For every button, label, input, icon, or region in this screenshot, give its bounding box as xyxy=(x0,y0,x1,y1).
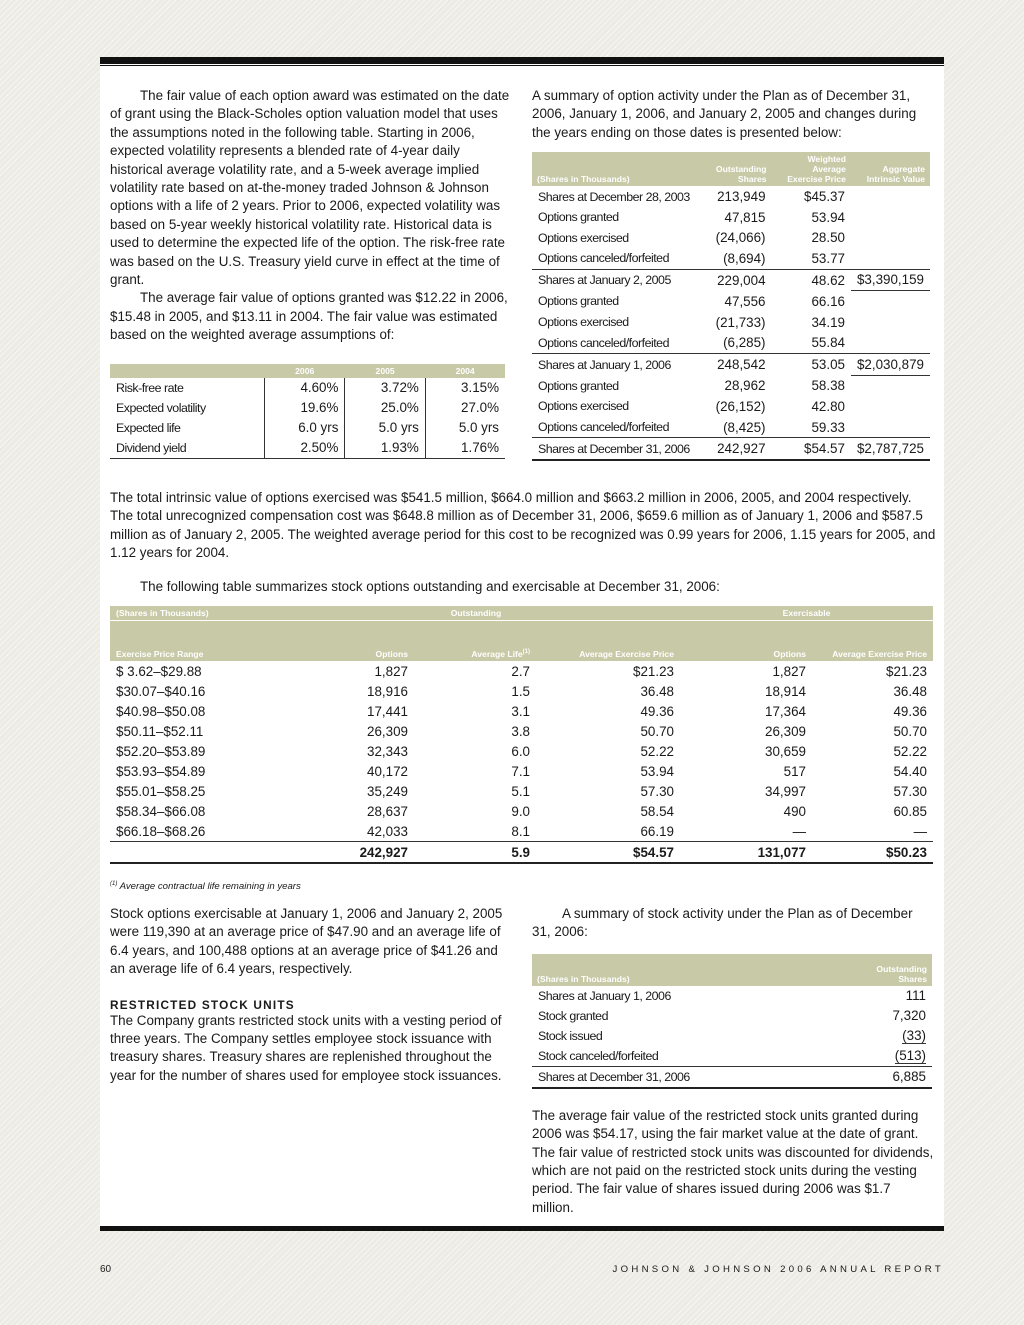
cell-options: 17,441 xyxy=(367,703,408,719)
cell-average-price: 53.94 xyxy=(640,763,674,779)
table-row xyxy=(110,438,505,459)
table-row xyxy=(532,1066,932,1088)
cell: 53.05 xyxy=(811,357,845,373)
cell: 47,556 xyxy=(724,293,766,309)
row-label: Shares at December 28, 2003 xyxy=(538,189,690,204)
row-label: Options canceled/forfeited xyxy=(532,332,700,353)
table-row xyxy=(110,681,933,701)
stock-activity-intro: A summary of stock activity under the Plan as of December 31, 2006: xyxy=(532,906,913,940)
cell: 59.33 xyxy=(772,417,851,438)
table-row xyxy=(532,186,930,207)
cell xyxy=(851,332,930,353)
cell-price-range: $53.93–$54.89 xyxy=(116,763,206,779)
cell-value: (33) xyxy=(902,1027,926,1043)
cell-average-price: 58.54 xyxy=(640,803,674,819)
table-row xyxy=(110,398,505,418)
cell-price-range: $58.34–$66.08 xyxy=(116,803,206,819)
options-summary-intro: The following table summarizes stock options outstanding and exercisable at December 31, 2006: xyxy=(140,579,720,594)
row-label: Shares at December 31, 2006 xyxy=(532,438,700,460)
cell-exercisable-options: — xyxy=(792,823,806,839)
row-label: Options exercised xyxy=(538,230,629,245)
activity-header-price: Weighted Average Exercise Price xyxy=(787,154,846,185)
total-label xyxy=(110,842,272,864)
cell-price-range: $52.20–$53.89 xyxy=(116,743,206,759)
cell-options: 35,249 xyxy=(367,783,408,799)
cell-exercisable-price: 50.70 xyxy=(893,723,927,739)
cell: (6,285) xyxy=(700,332,771,353)
bottom-rule xyxy=(100,1226,944,1231)
assumptions-table xyxy=(110,364,505,459)
cell: $3,390,159 xyxy=(851,269,930,291)
cell-exercisable-options: 18,914 xyxy=(765,683,806,699)
cell-options: 28,637 xyxy=(367,803,408,819)
cell-average-price: 66.19 xyxy=(640,823,674,839)
table-row xyxy=(110,721,933,741)
table-row xyxy=(110,741,933,761)
page xyxy=(100,57,944,1231)
cell: $2,030,879 xyxy=(851,353,930,375)
row-label: Risk-free rate xyxy=(116,380,184,395)
cell: 248,542 xyxy=(717,357,766,373)
cell xyxy=(852,1046,932,1067)
rsu-paragraph: The Company grants restricted stock units with a vesting period of three years. The Company settles employee stock issuance with treasury shares. Treasury shares are replenished throughout the year for the number of shares used for employee stock issuances. xyxy=(110,1012,502,1083)
options-group-header-exercisable: Exercisable xyxy=(680,606,933,621)
header-exercisable-options: Options xyxy=(773,649,806,659)
cell: 5.0 yrs xyxy=(345,418,425,438)
cell-average-life: 3.1 xyxy=(511,703,530,719)
average-fair-value-paragraph: The average fair value of options granted was $12.22 in 2006, $15.48 in 2005, and $13.11 in 2004. The fair value was estimated based on the weighted average assumptions of: xyxy=(110,290,508,343)
intrinsic-value-paragraph: The total intrinsic value of options exercised was $541.5 million, $664.0 million and $663.2 million in 2006, 2005, and 2004 respectively. The total unrecognized compensation cost was $648.8 million as of December 31, 2006, $659.6 million as of January 1, 2006 and $587.5 million as of January 2, 2005. The weighted average period for this cost to be recognized was 0.99 years for 2006, 1.15 years for 2005, and 1.12 years for 2004. xyxy=(110,490,936,561)
total-exercisable-price: $50.23 xyxy=(812,842,933,864)
stock-header-outstanding: Outstanding Shares xyxy=(876,963,927,984)
row-label: Stock canceled/forfeited xyxy=(538,1048,659,1063)
cell: 5.0 yrs xyxy=(425,418,505,438)
cell-exercisable-options: 17,364 xyxy=(765,703,806,719)
cell: 53.77 xyxy=(772,248,851,269)
cell: (8,425) xyxy=(700,417,771,438)
cell-exercisable-price: — xyxy=(913,823,927,839)
options-outstanding-table xyxy=(110,606,933,864)
top-rule-thin xyxy=(100,65,944,66)
row-label: Expected life xyxy=(116,420,181,435)
activity-header-intrinsic: Aggregate Intrinsic Value xyxy=(866,164,925,185)
cell-price-range: $55.01–$58.25 xyxy=(116,783,206,799)
row-label: Options canceled/forfeited xyxy=(532,417,700,438)
table-row xyxy=(532,396,930,417)
cell: 4.60% xyxy=(265,378,345,398)
cell: 34.19 xyxy=(811,314,845,330)
report-title: JOHNSON & JOHNSON 2006 ANNUAL REPORT xyxy=(612,1264,944,1275)
table-row xyxy=(110,418,505,438)
cell: (26,152) xyxy=(715,398,766,414)
stock-activity-table xyxy=(532,954,932,1089)
cell: 42.80 xyxy=(811,398,845,414)
cell: 55.84 xyxy=(772,332,851,353)
table-row xyxy=(532,375,930,396)
cell: 213,949 xyxy=(717,189,766,205)
cell-options: 1,827 xyxy=(374,663,408,679)
cell-average-life: 3.8 xyxy=(511,723,530,739)
cell: 1.76% xyxy=(425,438,505,459)
cell: 48.62 xyxy=(811,272,845,288)
cell-average-price: 57.30 xyxy=(640,783,674,799)
cell-value: (513) xyxy=(894,1047,926,1063)
row-label: Stock granted xyxy=(538,1008,608,1023)
cell: 19.6% xyxy=(265,398,345,418)
table-row xyxy=(532,269,930,291)
total-exercisable-options: 131,077 xyxy=(680,842,812,864)
cell xyxy=(851,227,930,248)
cell xyxy=(851,207,930,228)
cell-exercisable-options: 517 xyxy=(783,763,806,779)
footnote-marker: (1) xyxy=(110,881,118,887)
cell-price-range: $66.18–$68.26 xyxy=(116,823,206,839)
lower-left-column xyxy=(110,905,513,1085)
assumptions-header-2005: 2005 xyxy=(375,365,395,376)
option-valuation-paragraph: The fair value of each option award was estimated on the date of grant using the Black-Scholes option valuation model that uses the assumptions noted in the following table. Starting in 2006, expected volatility represents a blended rate of 4-year daily historical average volatility rate, and a 5-week average implied volatility rate based on at-the-money traded Johnson & Johnson options with a life of 2 years. Prior to 2006, expected volatility was based on 5-year weekly historical volatility rate. Historical data is used to determine the expected life of the option. The risk-free rate was based on the U.S. Treasury yield curve in effect at the time of grant. xyxy=(110,88,510,288)
cell: $54.57 xyxy=(772,438,851,460)
options-group-header-outstanding: Outstanding xyxy=(272,606,680,621)
cell-average-price: 50.70 xyxy=(640,723,674,739)
cell: 6.0 yrs xyxy=(265,418,345,438)
cell-price-range: $40.98–$50.08 xyxy=(116,703,206,719)
table-row xyxy=(532,438,930,460)
row-label: Options granted xyxy=(538,210,619,225)
cell-exercisable-price: 54.40 xyxy=(893,763,927,779)
header-price-range: Exercise Price Range xyxy=(116,649,204,659)
row-label: Shares at January 2, 2005 xyxy=(538,273,671,288)
cell: (21,733) xyxy=(715,314,766,330)
row-label: Options canceled/forfeited xyxy=(532,248,700,269)
table-row xyxy=(532,986,932,1006)
activity-header-row xyxy=(532,152,930,186)
footnote-marker: (1) xyxy=(522,649,530,656)
cell: 229,004 xyxy=(717,272,766,288)
header-average-life-label: Average Life xyxy=(471,649,523,659)
cell-price-range: $50.11–$52.11 xyxy=(116,723,204,739)
cell: 242,927 xyxy=(700,438,771,460)
total-price: $54.57 xyxy=(536,842,680,864)
table-row xyxy=(110,701,933,721)
cell: 111 xyxy=(905,988,926,1004)
options-total-row xyxy=(110,842,933,864)
header-average-price: Average Exercise Price xyxy=(579,649,674,659)
cell-average-life: 8.1 xyxy=(511,823,530,839)
cell: (24,066) xyxy=(715,230,766,246)
table-row xyxy=(532,312,930,333)
table-row xyxy=(532,1026,932,1046)
table-row xyxy=(532,248,930,269)
row-label: Options granted xyxy=(538,378,619,393)
cell-exercisable-price: 49.36 xyxy=(893,703,927,719)
right-column xyxy=(532,87,934,461)
header-options: Options xyxy=(375,649,408,659)
cell: 7,320 xyxy=(892,1008,926,1024)
cell-exercisable-options: 26,309 xyxy=(765,723,806,739)
assumptions-header-label xyxy=(110,364,265,378)
header-exercisable-price: Average Exercise Price xyxy=(832,649,927,659)
cell-exercisable-options: 30,659 xyxy=(765,743,806,759)
table-row xyxy=(110,378,505,398)
cell-exercisable-price: 52.22 xyxy=(893,743,927,759)
cell xyxy=(851,396,930,417)
total-life: 5.9 xyxy=(414,842,536,864)
cell: 58.38 xyxy=(811,378,845,394)
cell xyxy=(851,312,930,333)
cell: 27.0% xyxy=(425,398,505,418)
cell-options: 42,033 xyxy=(367,823,408,839)
cell-options: 18,916 xyxy=(367,683,408,699)
activity-header-outstanding: Outstanding Shares xyxy=(715,164,767,185)
table-row xyxy=(532,332,930,353)
cell-average-price: $21.23 xyxy=(633,663,674,679)
cell-exercisable-options: 34,997 xyxy=(765,783,806,799)
row-label: Options exercised xyxy=(538,399,629,414)
cell-average-life: 9.0 xyxy=(511,803,530,819)
cell-options: 26,309 xyxy=(367,723,408,739)
options-group-header-row xyxy=(110,606,933,621)
table-row xyxy=(110,801,933,821)
cell: (8,694) xyxy=(700,248,771,269)
option-activity-table xyxy=(532,152,930,461)
footnote-text: Average contractual life remaining in years xyxy=(119,881,301,893)
cell: 1.93% xyxy=(345,438,425,459)
options-group-header-shares: (Shares in Thousands) xyxy=(110,606,272,621)
table-row xyxy=(532,1046,932,1067)
cell-average-life: 7.1 xyxy=(511,763,530,779)
cell: 53.94 xyxy=(811,209,845,225)
cell-average-life: 6.0 xyxy=(511,743,530,759)
cell xyxy=(851,186,930,207)
table-row xyxy=(532,291,930,312)
cell-exercisable-price: 57.30 xyxy=(893,783,927,799)
cell xyxy=(851,417,930,438)
cell: $2,787,725 xyxy=(851,438,930,460)
cell-options: 40,172 xyxy=(367,763,408,779)
table-row xyxy=(532,417,930,438)
cell: 3.15% xyxy=(425,378,505,398)
row-label: Stock issued xyxy=(538,1028,603,1043)
assumptions-header-2006: 2006 xyxy=(295,365,315,376)
assumptions-header-2004: 2004 xyxy=(455,365,475,376)
table-row xyxy=(110,821,933,842)
cell-exercisable-price: 36.48 xyxy=(893,683,927,699)
cell: 25.0% xyxy=(345,398,425,418)
cell: 6,885 xyxy=(852,1066,932,1088)
fair-value-paragraph: The average fair value of the restricted stock units granted during 2006 was $54.17, using the fair market value at the date of grant. The fair value of restricted stock units was discounted for dividends, which are not paid on the restricted stock units during the vesting period. The fair value of shares issued during 2006 was $1.7 million. xyxy=(532,1107,934,1215)
assumptions-header-row xyxy=(110,364,505,378)
cell: 2.50% xyxy=(265,438,345,459)
cell: 66.16 xyxy=(811,293,845,309)
lower-right-column xyxy=(532,905,934,1217)
cell-price-range: $30.07–$40.16 xyxy=(116,683,206,699)
cell xyxy=(851,248,930,269)
row-label: Shares at December 31, 2006 xyxy=(532,1066,852,1088)
table-row xyxy=(110,661,933,681)
rsu-heading: RESTRICTED STOCK UNITS xyxy=(110,997,295,1012)
table-row xyxy=(110,761,933,781)
left-column xyxy=(110,87,513,459)
cell: $45.37 xyxy=(804,189,845,205)
table-row xyxy=(532,227,930,248)
cell-exercisable-options: 490 xyxy=(783,803,806,819)
total-options: 242,927 xyxy=(272,842,414,864)
row-label: Shares at January 1, 2006 xyxy=(538,357,671,372)
option-activity-intro: A summary of option activity under the Plan as of December 31, 2006, January 1, 2006, and January 2, 2005 and changes during the years ending on those dates is presented below: xyxy=(532,88,917,140)
cell xyxy=(852,1026,932,1046)
cell-average-life: 2.7 xyxy=(511,663,530,679)
exercisable-paragraph: Stock options exercisable at January 1, 2006 and January 2, 2005 were 119,390 at an average price of $47.90 and an average life of 6.4 years, and 100,488 options at an average price of $41.26 and an average life of 6.4 years, respectively. xyxy=(110,906,503,977)
row-label: Options granted xyxy=(538,294,619,309)
row-label: Expected volatility xyxy=(116,400,206,415)
top-rule xyxy=(100,57,944,64)
cell: 28,962 xyxy=(724,378,766,394)
options-header-row xyxy=(110,621,933,662)
page-number: 60 xyxy=(100,1264,112,1275)
stock-header-row xyxy=(532,954,932,986)
cell xyxy=(851,291,930,312)
cell-options: 32,343 xyxy=(367,743,408,759)
stock-header-shares: (Shares in Thousands) xyxy=(537,973,630,984)
row-label: Shares at January 1, 2006 xyxy=(538,988,671,1003)
cell-exercisable-options: 1,827 xyxy=(772,663,806,679)
activity-header-shares: (Shares in Thousands) xyxy=(537,174,630,185)
header-average-life xyxy=(414,621,536,662)
table-row xyxy=(532,353,930,375)
cell-average-life: 5.1 xyxy=(511,783,530,799)
row-label: Dividend yield xyxy=(110,438,265,459)
cell-average-life: 1.5 xyxy=(511,683,530,699)
cell: 3.72% xyxy=(345,378,425,398)
cell: 47,815 xyxy=(724,209,766,225)
cell-average-price: 36.48 xyxy=(640,683,674,699)
row-label: Options exercised xyxy=(538,315,629,330)
cell-exercisable-price: $21.23 xyxy=(886,663,927,679)
cell: 28.50 xyxy=(811,230,845,246)
table-row xyxy=(532,1006,932,1026)
options-rows xyxy=(110,661,933,842)
cell-average-price: 49.36 xyxy=(640,703,674,719)
table-row xyxy=(110,781,933,801)
cell-price-range: $ 3.62–$29.88 xyxy=(116,663,202,679)
cell-average-price: 52.22 xyxy=(640,743,674,759)
cell xyxy=(851,375,930,396)
cell-exercisable-price: 60.85 xyxy=(893,803,927,819)
table-row xyxy=(532,207,930,228)
footnote xyxy=(110,881,301,892)
